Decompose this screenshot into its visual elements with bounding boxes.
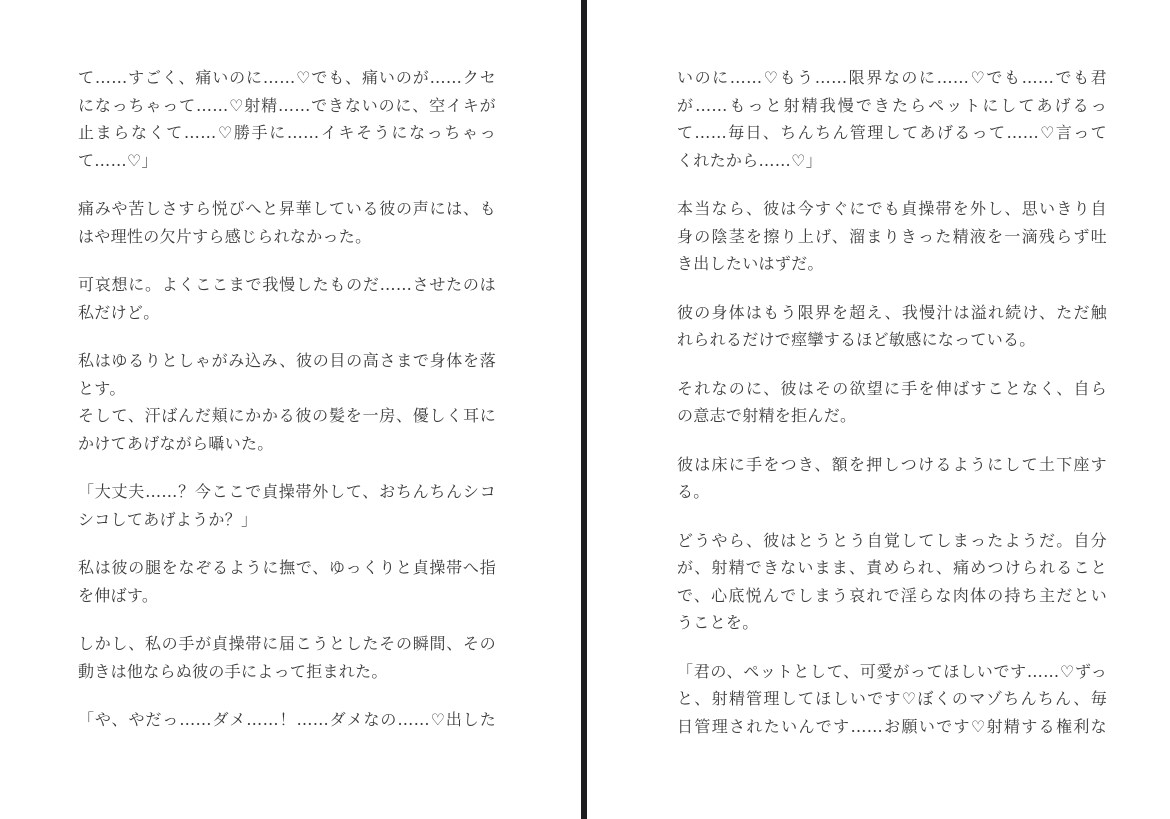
text-line: くれたから……♡」 xyxy=(677,150,823,170)
text-line: の意志で射精を拒んだ。 xyxy=(677,406,857,425)
text-line: 身の陰茎を擦り上げ、溜まりきった精液を一滴残らず吐 xyxy=(677,226,1107,246)
text-line: 「大丈夫……？今ここで貞操帯外して、おちんちんシコ xyxy=(78,482,496,501)
text-line: うことを。 xyxy=(677,613,759,632)
text-line: 止まらなくて……♡勝手に……イキそうになっちゃっ xyxy=(78,123,496,142)
text-line: 彼は床に手をつき、額を押しつけるようにして土下座す xyxy=(677,454,1107,474)
text-line: る。 xyxy=(677,482,710,501)
paragraph xyxy=(78,554,581,609)
text-line: 「や、やだっ……ダメ……！……ダメなの……♡出した xyxy=(78,710,496,729)
text-line: シコしてあげようか？」 xyxy=(78,509,258,529)
text-line: 私はゆるりとしゃがみ込み、彼の目の高さまで身体を落 xyxy=(78,351,496,370)
text-line: 「君の、ペットとして、可愛がってほしいです……♡ずっ xyxy=(677,661,1107,681)
text-line: いのに……♡もう……限界なのに……♡でも……でも君 xyxy=(677,68,1107,87)
paragraph xyxy=(78,478,581,533)
text-line: が……もっと射精我慢できたらペットにしてあげるっ xyxy=(677,95,1107,115)
text-line: になっちゃって……♡射精……できないのに、空イキが xyxy=(78,95,496,115)
paragraph xyxy=(78,64,581,174)
text-line: で、心底悦んでしまう哀れで淫らな肉体の持ち主だとい xyxy=(677,585,1107,605)
text-line: き出したいはずだ。 xyxy=(677,254,824,273)
paragraph xyxy=(677,658,1170,741)
paragraph xyxy=(677,375,1170,430)
text-line: て……毎日、ちんちん管理してあげるって……♡言って xyxy=(677,123,1107,142)
text-line: 本当なら、彼は今すぐにでも貞操帯を外し、思いきり自 xyxy=(677,199,1107,218)
paragraph xyxy=(78,271,581,326)
text-line: はや理性の欠片すら感じられなかった。 xyxy=(78,226,372,246)
page-right xyxy=(587,0,1170,819)
text-line: 日管理されたいんです……お願いです♡射精する権利な xyxy=(677,716,1107,736)
text-line: かけてあげながら囁いた。 xyxy=(78,433,274,453)
text-line: それなのに、彼はその欲望に手を伸ばすことなく、自ら xyxy=(677,378,1107,398)
page-left xyxy=(0,0,581,819)
text-line: そして、汗ばんだ頬にかかる彼の髪を一房、優しく耳に xyxy=(78,406,496,425)
text-line: とす。 xyxy=(78,378,126,398)
paragraph xyxy=(78,195,581,250)
paragraph xyxy=(78,347,581,402)
paragraph xyxy=(78,630,581,685)
paragraph xyxy=(78,402,581,457)
text-line: 私は彼の腿をなぞるように撫で、ゆっくりと貞操帯へ指 xyxy=(78,558,496,577)
text-line: を伸ばす。 xyxy=(78,585,159,605)
text-line: 可哀想に。よくここまで我慢したものだ……させたのは xyxy=(78,275,496,294)
paragraph xyxy=(677,64,1170,174)
text-line: れられるだけで痙攣するほど敏感になっている。 xyxy=(677,330,1036,349)
paragraph xyxy=(78,706,581,734)
text-line: て……すごく、痛いのに……♡でも、痛いのが……クセ xyxy=(78,68,496,87)
text-line: 痛みや苦しさすら悦びへと昇華している彼の声には、も xyxy=(78,199,496,218)
text-line: て……♡」 xyxy=(78,150,158,170)
text-line: 動きは他ならぬ彼の手によって拒まれた。 xyxy=(78,661,388,681)
paragraph xyxy=(677,451,1170,506)
text-line: しかし、私の手が貞操帯に届こうとしたその瞬間、その xyxy=(78,634,496,653)
paragraph xyxy=(677,299,1170,354)
paragraph xyxy=(677,527,1170,637)
text-line: どうやら、彼はとうとう自覚してしまったようだ。自分 xyxy=(677,530,1107,550)
text-line: 彼の身体はもう限界を超え、我慢汁は溢れ続け、ただ触 xyxy=(677,302,1107,322)
paragraph xyxy=(677,195,1170,278)
text-line: と、射精管理してほしいです♡ぼくのマゾちんちん、毎 xyxy=(677,689,1107,708)
text-line: 私だけど。 xyxy=(78,302,160,322)
text-line: が、射精できないまま、責められ、痛めつけられること xyxy=(677,558,1107,577)
